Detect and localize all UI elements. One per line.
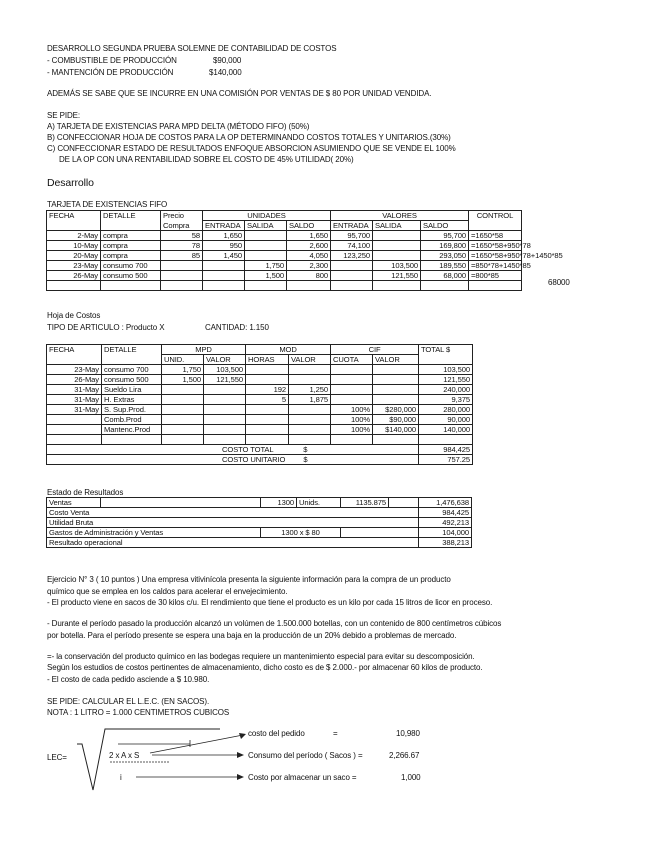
table-cell: 950 <box>203 241 245 251</box>
table-cell: 2-May <box>47 231 101 241</box>
ventas-price: 1135.875 <box>341 498 389 508</box>
cantidad: CANTIDAD: 1.150 <box>205 323 269 332</box>
table-cell: 31-May <box>47 405 102 415</box>
table-cell: 1,750 <box>162 365 204 375</box>
table-cell: 31-May <box>47 395 102 405</box>
hoja-header-cif-valor: VALOR <box>373 355 419 365</box>
table-cell: compra <box>101 241 161 251</box>
table-cell: 78 <box>161 241 203 251</box>
table-cell: 26-May <box>47 271 101 281</box>
section-heading: Desarrollo <box>47 177 94 189</box>
lec-item-value: 10,980 <box>396 729 420 738</box>
table-cell: 100% <box>331 425 373 435</box>
table-cell: $140,000 <box>373 425 419 435</box>
table-cell: consumo 500 <box>101 271 161 281</box>
table-cell: =800*85 <box>469 271 522 281</box>
hoja-header-detalle: DETALLE <box>102 345 162 355</box>
gastos-label: Gastos de Administración y Ventas <box>47 528 261 538</box>
table-cell: compra <box>101 251 161 261</box>
ejercicio-line: - El costo de cada pedido asciende a $ 10.980. <box>47 675 210 684</box>
table-cell: 9,375 <box>419 395 473 405</box>
ventas-total: 1,476,638 <box>419 498 472 508</box>
ejercicio-line: =- la conservación del producto químico en las bodegas requiere un mantenimiento especial para evitar su descomposición. <box>47 652 475 661</box>
table-cell: 103,500 <box>373 261 421 271</box>
hoja-header-total: TOTAL $ <box>419 345 473 355</box>
hoja-header-unid: UNID. <box>162 355 204 365</box>
table-cell: 1,500 <box>162 375 204 385</box>
fifo-header-unidades: UNIDADES <box>203 211 331 221</box>
gastos-calc: 1300 x $ 80 <box>261 528 341 538</box>
table-cell: 103,500 <box>204 365 246 375</box>
ejercicio-se-pide: SE PIDE: CALCULAR EL L.E.C. (EN SACOS). <box>47 697 210 706</box>
table-cell: Mantenc.Prod <box>102 425 162 435</box>
table-cell: consumo 500 <box>102 375 162 385</box>
table-cell: 1,875 <box>289 395 331 405</box>
fifo-header-u-saldo: SALDO <box>287 221 331 231</box>
hoja-header-mod-valor: VALOR <box>289 355 331 365</box>
table-cell: Sueldo Lira <box>102 385 162 395</box>
fifo-header-compra: Compra <box>161 221 203 231</box>
lec-item-label: Costo por almacenar un saco = <box>248 773 357 782</box>
costo-venta-label: Costo Venta <box>47 508 419 518</box>
fifo-header-u-salida: SALIDA <box>245 221 287 231</box>
hoja-header-mpd: MPD <box>162 345 246 355</box>
table-cell: 100% <box>331 405 373 415</box>
hoja-header-mpd-valor: VALOR <box>204 355 246 365</box>
table-cell: 1,500 <box>245 271 287 281</box>
fifo-header-precio: Precio <box>161 211 203 221</box>
table-cell: 1,750 <box>245 261 287 271</box>
table-cell: 85 <box>161 251 203 261</box>
lec-item-value: 1,000 <box>401 773 421 782</box>
table-cell: 189,550 <box>421 261 469 271</box>
table-cell: 800 <box>287 271 331 281</box>
table-cell: 1,250 <box>289 385 331 395</box>
question-c-cont: DE LA OP CON UNA RENTABILIDAD SOBRE EL COSTO DE 45% UTILIDAD( 20%) <box>59 155 354 164</box>
lec-denominator: i <box>120 773 122 782</box>
arrow-head-almacenar <box>237 774 244 780</box>
gastos-total: 104,000 <box>419 528 472 538</box>
table-cell: 1,650 <box>203 231 245 241</box>
table-cell: 123,250 <box>331 251 373 261</box>
arrow-head-consumo <box>237 752 244 758</box>
fifo-header-fecha: FECHA <box>47 211 101 221</box>
table-cell: 240,000 <box>419 385 473 395</box>
table-cell: 2,300 <box>287 261 331 271</box>
ejercicio-line: químico que se emplea en los caldos para acelerar el envejecimiento. <box>47 587 288 596</box>
fifo-header-u-entrada: ENTRADA <box>203 221 245 231</box>
table-cell: 1,650 <box>287 231 331 241</box>
fifo-header-control: CONTROL <box>469 211 522 221</box>
table-cell: 26-May <box>47 375 102 385</box>
question-b: B) CONFECCIONAR HOJA DE COSTOS PARA LA OP DETERMINANDO COSTOS TOTALES Y UNITARIOS.(30%) <box>47 133 451 142</box>
hoja-header-horas: HORAS <box>246 355 289 365</box>
costo-unitario-label: COSTO UNITARIO <box>222 455 286 464</box>
table-cell: 31-May <box>47 385 102 395</box>
utilidad-bruta-label: Utilidad Bruta <box>47 518 419 528</box>
table-cell: 103,500 <box>419 365 473 375</box>
tipo-articulo: TIPO DE ARTICULO : Producto X <box>47 323 165 332</box>
table-cell: 4,050 <box>287 251 331 261</box>
lec-item-label: costo del pedido <box>248 729 305 738</box>
ejercicio-line: Según los estudios de costos pertinentes de almacenamiento, dicho costo es de $ 2.000.- por almacenar 60 kilos de producto. <box>47 663 483 672</box>
ejercicio-line: por botella. Para el período presente se espera una baja en la producción de un 20% debido a problemas de mercado. <box>47 631 457 640</box>
question-a: A) TARJETA DE EXISTENCIAS PARA MPD DELTA (MÉTODO FIFO) (50%) <box>47 122 310 131</box>
lec-numerator: 2 x A x S <box>109 751 140 760</box>
table-cell: 100% <box>331 415 373 425</box>
question-c: C) CONFECCIONAR ESTADO DE RESULTADOS ENFOQUE ABSORCION ASUMIENDO QUE SE VENDE EL 100% <box>47 144 456 153</box>
table-cell: =1650*58 <box>469 231 522 241</box>
combustible-label: - COMBUSTIBLE DE PRODUCCIÓN <box>47 56 177 65</box>
table-cell: consumo 700 <box>101 261 161 271</box>
table-cell: 293,050 <box>421 251 469 261</box>
table-cell: 121,550 <box>204 375 246 385</box>
lec-item-label: Consumo del período ( Sacos ) = <box>248 751 363 760</box>
combustible-value: $90,000 <box>213 56 242 65</box>
document-title: DESARROLLO SEGUNDA PRUEBA SOLEMNE DE CONTABILIDAD DE COSTOS <box>47 44 337 53</box>
estado-title: Estado de Resultados <box>47 488 124 497</box>
table-cell: 10-May <box>47 241 101 251</box>
table-cell: 121,550 <box>419 375 473 385</box>
table-cell: $280,000 <box>373 405 419 415</box>
table-cell: 5 <box>246 395 289 405</box>
hoja-header-cif: CIF <box>331 345 419 355</box>
table-cell: 2,600 <box>287 241 331 251</box>
fifo-header-v-entrada: ENTRADA <box>331 221 373 231</box>
hoja-header-mod: MOD <box>246 345 331 355</box>
table-cell: 95,700 <box>331 231 373 241</box>
utilidad-bruta-total: 492,213 <box>419 518 472 528</box>
ejercicio-line: - Durante el período pasado la producción alcanzó un volúmen de 1.500.000 botellas, con un contenido de 800 centímetros cúbicos <box>47 619 502 628</box>
costo-total-label: COSTO TOTAL <box>222 445 274 454</box>
table-cell: 121,550 <box>373 271 421 281</box>
hoja-title: Hoja de Costos <box>47 311 101 320</box>
fifo-header-valores: VALORES <box>331 211 469 221</box>
side-value: 68000 <box>548 278 570 287</box>
fifo-header-v-saldo: SALDO <box>421 221 469 231</box>
table-cell: Comb.Prod <box>102 415 162 425</box>
table-cell: 140,000 <box>419 425 473 435</box>
radical-sign <box>77 729 220 790</box>
table-cell: H. Extras <box>102 395 162 405</box>
table-cell: 95,700 <box>421 231 469 241</box>
resultado-total: 388,213 <box>419 538 472 548</box>
table-cell: =1650*58+950*78+1450*85 <box>469 251 522 261</box>
costo-total-value: 984,425 <box>419 445 473 455</box>
lec-item-eq: = <box>333 729 338 738</box>
arrow-head-pedido <box>239 733 246 739</box>
table-cell: 192 <box>246 385 289 395</box>
ejercicio-line: - El producto viene en sacos de 30 kilos c/u. El rendimiento que tiene el producto es un kilo por cada 15 litros de licor en proceso. <box>47 598 493 607</box>
mantencion-value: $140,000 <box>209 68 242 77</box>
table-cell: 74,100 <box>331 241 373 251</box>
fifo-header-detalle: DETALLE <box>101 211 161 221</box>
table-cell: 280,000 <box>419 405 473 415</box>
ventas-unit: Unids. <box>297 498 341 508</box>
ventas-qty: 1300 <box>261 498 297 508</box>
table-cell: 1,450 <box>203 251 245 261</box>
lec-label: LEC= <box>47 753 67 762</box>
table-cell: consumo 700 <box>102 365 162 375</box>
fifo-title: TARJETA DE EXISTENCIAS FIFO <box>47 200 168 209</box>
hoja-header-cuota: CUOTA <box>331 355 373 365</box>
costo-venta-total: 984,425 <box>419 508 472 518</box>
table-cell: $90,000 <box>373 415 419 425</box>
table-cell: 58 <box>161 231 203 241</box>
table-cell: 23-May <box>47 261 101 271</box>
resultado-label: Resultado operacional <box>47 538 419 548</box>
table-cell: 68,000 <box>421 271 469 281</box>
fifo-header-v-salida: SALIDA <box>373 221 421 231</box>
ejercicio-line: Ejercicio N° 3 ( 10 puntos ) Una empresa vitivinícola presenta la siguiente información para la compra de un producto <box>47 575 451 584</box>
costo-unitario-value: 757.25 <box>419 455 473 465</box>
table-cell: 23-May <box>47 365 102 375</box>
table-cell: =1650*58+950*78 <box>469 241 522 251</box>
se-pide-title: SE PIDE: <box>47 111 80 120</box>
mantencion-label: - MANTENCIÓN DE PRODUCCIÓN <box>47 68 174 77</box>
table-cell: S. Sup.Prod. <box>102 405 162 415</box>
ventas-label: Ventas <box>47 498 101 508</box>
table-cell: 20-May <box>47 251 101 261</box>
costo-total-currency: $ <box>303 445 308 454</box>
table-cell: compra <box>101 231 161 241</box>
table-cell: 90,000 <box>419 415 473 425</box>
table-cell: =850*78+1450*85 <box>469 261 522 271</box>
hoja-header-fecha: FECHA <box>47 345 102 355</box>
ejercicio-nota: NOTA : 1 LITRO = 1.000 CENTIMETROS CUBICOS <box>47 708 230 717</box>
table-cell: 169,800 <box>421 241 469 251</box>
costo-unitario-currency: $ <box>303 455 308 464</box>
commission-note: ADEMÁS SE SABE QUE SE INCURRE EN UNA COMISIÓN POR VENTAS DE $ 80 POR UNIDAD VENDIDA. <box>47 89 432 98</box>
lec-item-value: 2,266.67 <box>389 751 420 760</box>
